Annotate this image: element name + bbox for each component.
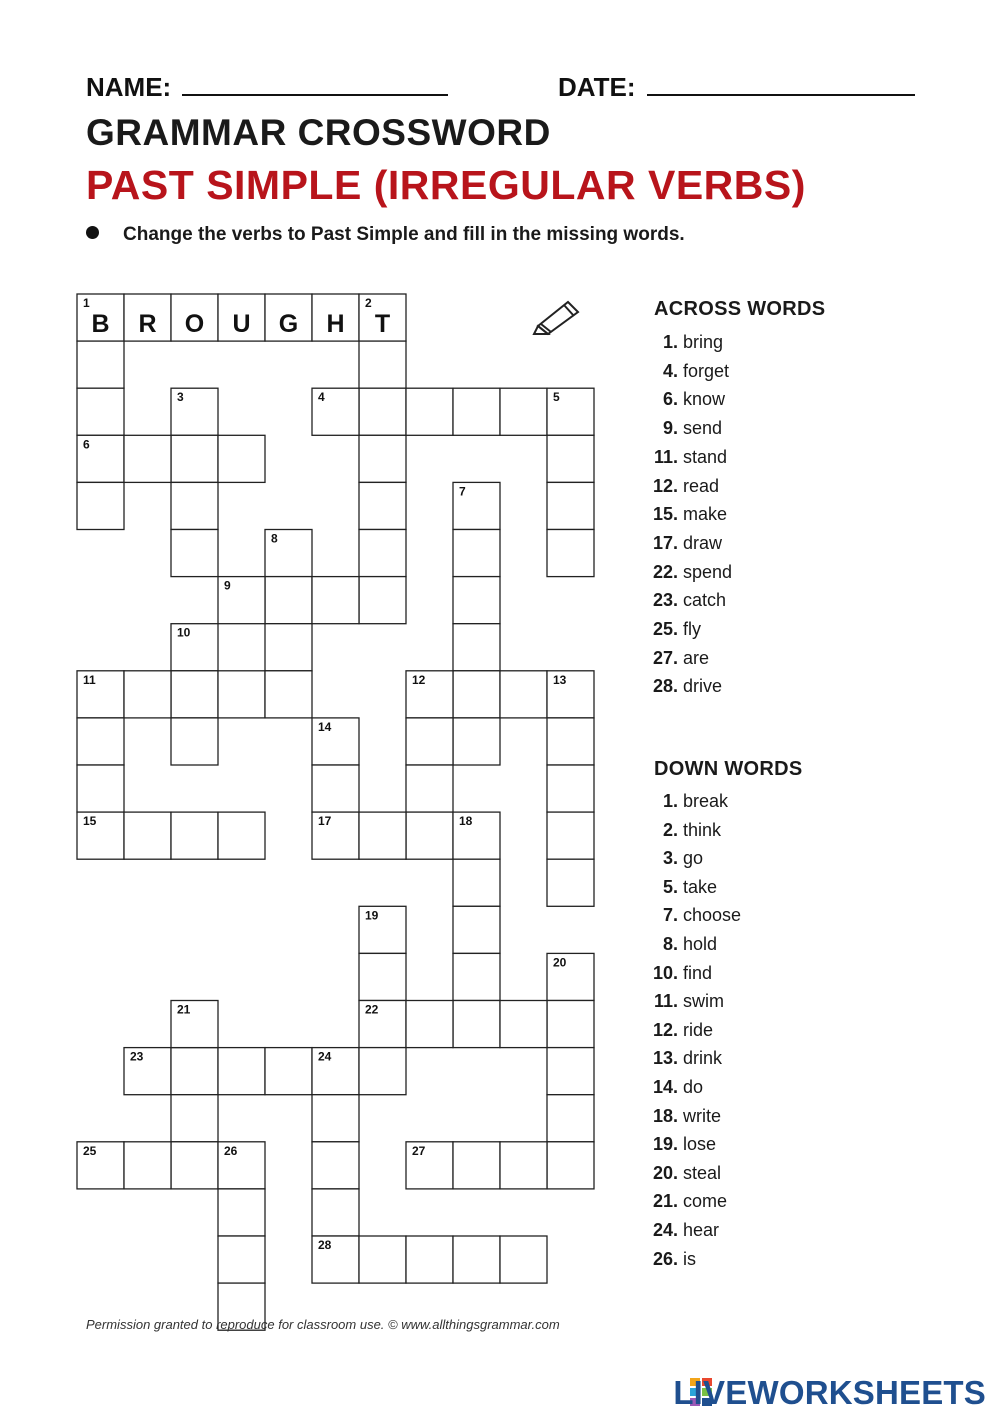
crossword-cell[interactable] [359,482,406,529]
crossword-cell[interactable] [171,1048,218,1095]
clue-item [648,562,732,583]
clue-word: drive [683,676,723,697]
clue-word: send [683,418,723,439]
clue-number: 26 [224,1143,238,1158]
crossword-cell[interactable] [500,388,547,435]
clue-item [648,676,722,697]
clue-word: is [683,1248,696,1269]
clue-item [648,877,717,898]
clue-word: fly [683,619,701,639]
page-subtitle: PAST SIMPLE (IRREGULAR VERBS) [86,162,806,208]
crossword-cell[interactable] [547,718,594,765]
clue-item [648,1220,719,1241]
crossword-cell[interactable] [453,577,500,624]
clue-item [648,1020,713,1041]
clue-item [648,1163,721,1184]
clue-item [648,447,727,468]
crossword-cell[interactable] [547,812,594,859]
answer-letter: H [326,310,345,338]
clue-item [648,418,722,439]
clue-item [648,476,719,497]
crossword-cell[interactable] [77,341,124,388]
clue-number-label: 1. [662,332,678,352]
clue-number-label: 3. [662,848,678,869]
crossword-cell[interactable] [77,718,124,765]
crossword-cell[interactable] [453,953,500,1000]
crossword-cell[interactable] [359,341,406,388]
clue-number: 1 [83,296,90,310]
instruction-text: Change the verbs to Past Simple and fill in the missing words. [123,224,685,245]
crossword-cell[interactable] [77,388,124,435]
clue-word: know [683,389,726,410]
crossword-cell[interactable] [547,435,594,482]
clue-number: 4 [318,390,325,405]
clue-word: hear [683,1220,720,1240]
crossword-cell[interactable] [171,1142,218,1189]
clue-word: write [683,1105,722,1126]
crossword-cell[interactable] [171,812,218,859]
crossword-cell[interactable] [218,1236,265,1283]
crossword-cell[interactable] [453,859,500,906]
clue-number-label: 12. [652,475,678,496]
crossword-cell[interactable] [171,435,218,482]
clue-word: are [683,647,710,668]
crossword-cell[interactable] [406,1001,453,1048]
answer-letter: T [374,310,391,338]
clue-item [648,619,701,640]
crossword-cell[interactable] [547,482,594,529]
crossword-cell[interactable] [453,530,500,577]
crossword-cell[interactable] [171,530,218,577]
clue-number: 20 [553,955,567,970]
clue-number-label: 23. [652,590,678,611]
crossword-cell[interactable] [453,388,500,435]
clue-number: 14 [318,719,332,734]
crossword-cell[interactable] [453,1142,500,1189]
clue-number: 9 [224,578,231,593]
clue-word: stand [683,446,728,467]
clue-number-label: 17. [652,532,678,553]
crossword-cell[interactable] [406,718,453,765]
clue-number-label: 11. [653,991,678,1012]
footer-permission: Permission granted to reproduce for classroom use. © www.allthingsgrammar.com [86,1317,560,1332]
crossword-cell[interactable] [500,1236,547,1283]
clue-item [648,1048,722,1069]
crossword-cell[interactable] [453,718,500,765]
crossword-cell[interactable] [406,388,453,435]
crossword-cell[interactable] [547,1048,594,1095]
clue-number: 28 [318,1238,332,1252]
clue-number: 6 [83,437,90,452]
crossword-cell[interactable] [77,482,124,529]
answer-letter: O [184,310,205,338]
clue-number-label: 5. [662,876,678,897]
clue-word: ride [683,1019,714,1040]
name-label: NAME: [86,72,172,102]
clue-item [648,533,722,554]
crossword-cell[interactable] [171,1095,218,1142]
clue-word: forget [683,360,730,381]
clue-word: do [683,1077,704,1097]
clue-number: 3 [177,390,184,405]
clue-item [648,820,721,841]
clue-number-label: 26. [652,1248,678,1269]
crossword-cell[interactable] [218,435,265,482]
crossword-cell[interactable] [406,1236,453,1283]
clue-number: 2 [365,296,372,310]
crossword-cell[interactable] [547,1142,594,1189]
crossword-cell[interactable] [453,624,500,671]
answer-letter: B [91,310,110,338]
crossword-cell[interactable] [171,482,218,529]
clue-number-label: 25. [652,619,678,639]
crossword-cell[interactable] [124,1142,171,1189]
clue-number-label: 13. [652,1048,678,1069]
clue-word: hold [683,934,718,954]
clue-word: break [683,791,729,811]
clue-word: bring [683,332,724,352]
crossword-cell[interactable] [312,1095,359,1142]
crossword-cell[interactable] [359,435,406,482]
answer-letter: R [138,310,157,338]
clue-number-label: 24. [652,1220,678,1240]
crossword-cell[interactable] [359,530,406,577]
clue-number-label: 1. [662,791,678,811]
clue-item [648,361,729,382]
clue-item [648,905,741,926]
clue-item [648,1134,716,1155]
clue-word: steal [683,1162,722,1183]
clue-number: 5 [553,390,560,405]
crossword-cell[interactable] [500,1001,547,1048]
clue-word: think [683,819,722,840]
clue-number: 8 [271,531,278,546]
crossword-cell[interactable] [547,859,594,906]
crossword-cell[interactable] [453,1001,500,1048]
clue-number-label: 20. [652,1162,678,1183]
crossword-cell[interactable] [77,765,124,812]
clue-word: draw [683,532,723,553]
clue-number: 25 [83,1143,97,1158]
clue-item [648,991,724,1012]
answer-letter: G [278,310,299,338]
clue-item [648,1106,721,1127]
crossword-cell[interactable] [265,624,312,671]
clue-number: 15 [83,814,97,829]
crossword-cell[interactable] [453,906,500,953]
crossword-cell[interactable] [406,765,453,812]
crossword-cell[interactable] [218,1048,265,1095]
clue-number: 24 [318,1049,332,1064]
crossword-cell[interactable] [265,671,312,718]
crossword-cell[interactable] [406,812,453,859]
clue-item [648,963,712,984]
clue-number-label: 6. [662,389,678,410]
clue-number-label: 18. [652,1105,678,1126]
clue-number: 11 [83,672,96,687]
clue-word: read [683,475,720,496]
clue-item [648,848,703,869]
crossword-cell[interactable] [218,1189,265,1236]
crossword-cell[interactable] [359,577,406,624]
crossword-cell[interactable] [218,812,265,859]
clue-number-label: 28. [652,676,678,697]
crossword-cell[interactable] [124,671,171,718]
clue-word: drink [683,1048,723,1069]
clue-number: 23 [130,1049,144,1064]
clue-item [648,1191,727,1212]
answer-letter: U [232,310,251,338]
clue-word: come [683,1191,728,1212]
clue-number: 17 [318,814,332,829]
clue-number: 21 [177,1002,191,1017]
page-title: GRAMMAR CROSSWORD [86,112,551,153]
crossword-cell[interactable] [500,1142,547,1189]
clue-item [648,504,727,525]
clue-number-label: 11. [653,446,678,467]
clue-word: make [683,504,728,525]
clue-word: take [683,876,718,897]
clue-number: 19 [365,908,379,923]
clue-number: 13 [553,672,567,687]
clue-item [648,1249,696,1270]
crossword-cell[interactable] [171,718,218,765]
crossword-cell[interactable] [265,577,312,624]
clue-number-label: 19. [652,1134,678,1155]
clue-number-label: 22. [652,561,678,582]
crossword-cell[interactable] [265,1048,312,1095]
clue-number-label: 4. [662,360,678,381]
crossword-cell[interactable] [453,671,500,718]
clue-word: catch [683,590,727,611]
clue-item [648,332,723,353]
clue-number-label: 7. [662,905,678,926]
clue-number: 27 [412,1143,426,1158]
brand-name: LIVEWORKSHEETS [673,1374,986,1411]
crossword-cell[interactable] [312,577,359,624]
clue-item [648,590,726,611]
crossword-cell[interactable] [312,1142,359,1189]
clue-item [648,1077,703,1098]
crossword-cell[interactable] [218,671,265,718]
down-heading: DOWN WORDS [654,758,803,780]
clue-number: 22 [365,1002,379,1017]
crossword-cell[interactable] [359,812,406,859]
clue-number-label: 9. [662,418,678,439]
clue-number-label: 12. [652,1019,678,1040]
crossword-cell[interactable] [547,1095,594,1142]
clue-number: 18 [459,814,473,829]
clue-number-label: 21. [652,1191,678,1212]
crossword-cell[interactable] [171,671,218,718]
clue-number: 10 [177,625,191,640]
crossword-cell[interactable] [312,1189,359,1236]
crossword-cell[interactable] [124,435,171,482]
clue-word: lose [683,1134,717,1155]
date-label: DATE: [558,72,636,102]
clue-word: go [683,848,704,869]
clue-word: choose [683,905,742,926]
clue-number-label: 8. [662,934,678,954]
crossword-cell[interactable] [547,530,594,577]
clue-item [648,934,717,955]
across-heading: ACROSS WORDS [654,298,826,320]
clue-number-label: 10. [652,962,678,983]
clue-item [648,648,709,669]
crossword-cell[interactable] [547,765,594,812]
clue-number: 12 [412,672,426,687]
crossword-cell[interactable] [359,953,406,1000]
clue-number-label: 2. [662,819,678,840]
crossword-cell[interactable] [359,388,406,435]
crossword-cell[interactable] [453,1236,500,1283]
crossword-cell[interactable] [359,1236,406,1283]
crossword-cell[interactable] [124,812,171,859]
crossword-cell[interactable] [547,1001,594,1048]
clue-number-label: 15. [652,504,678,525]
clue-number-label: 27. [652,647,678,668]
clue-word: find [683,962,713,983]
clue-number-label: 14. [652,1077,678,1097]
clue-item [648,791,728,812]
crossword-cell[interactable] [359,1048,406,1095]
crossword-cell[interactable] [500,671,547,718]
crossword-cell[interactable] [312,765,359,812]
clue-item [648,389,725,410]
clue-number: 7 [459,484,466,499]
clue-word: swim [683,991,724,1012]
clue-word: spend [683,561,733,582]
